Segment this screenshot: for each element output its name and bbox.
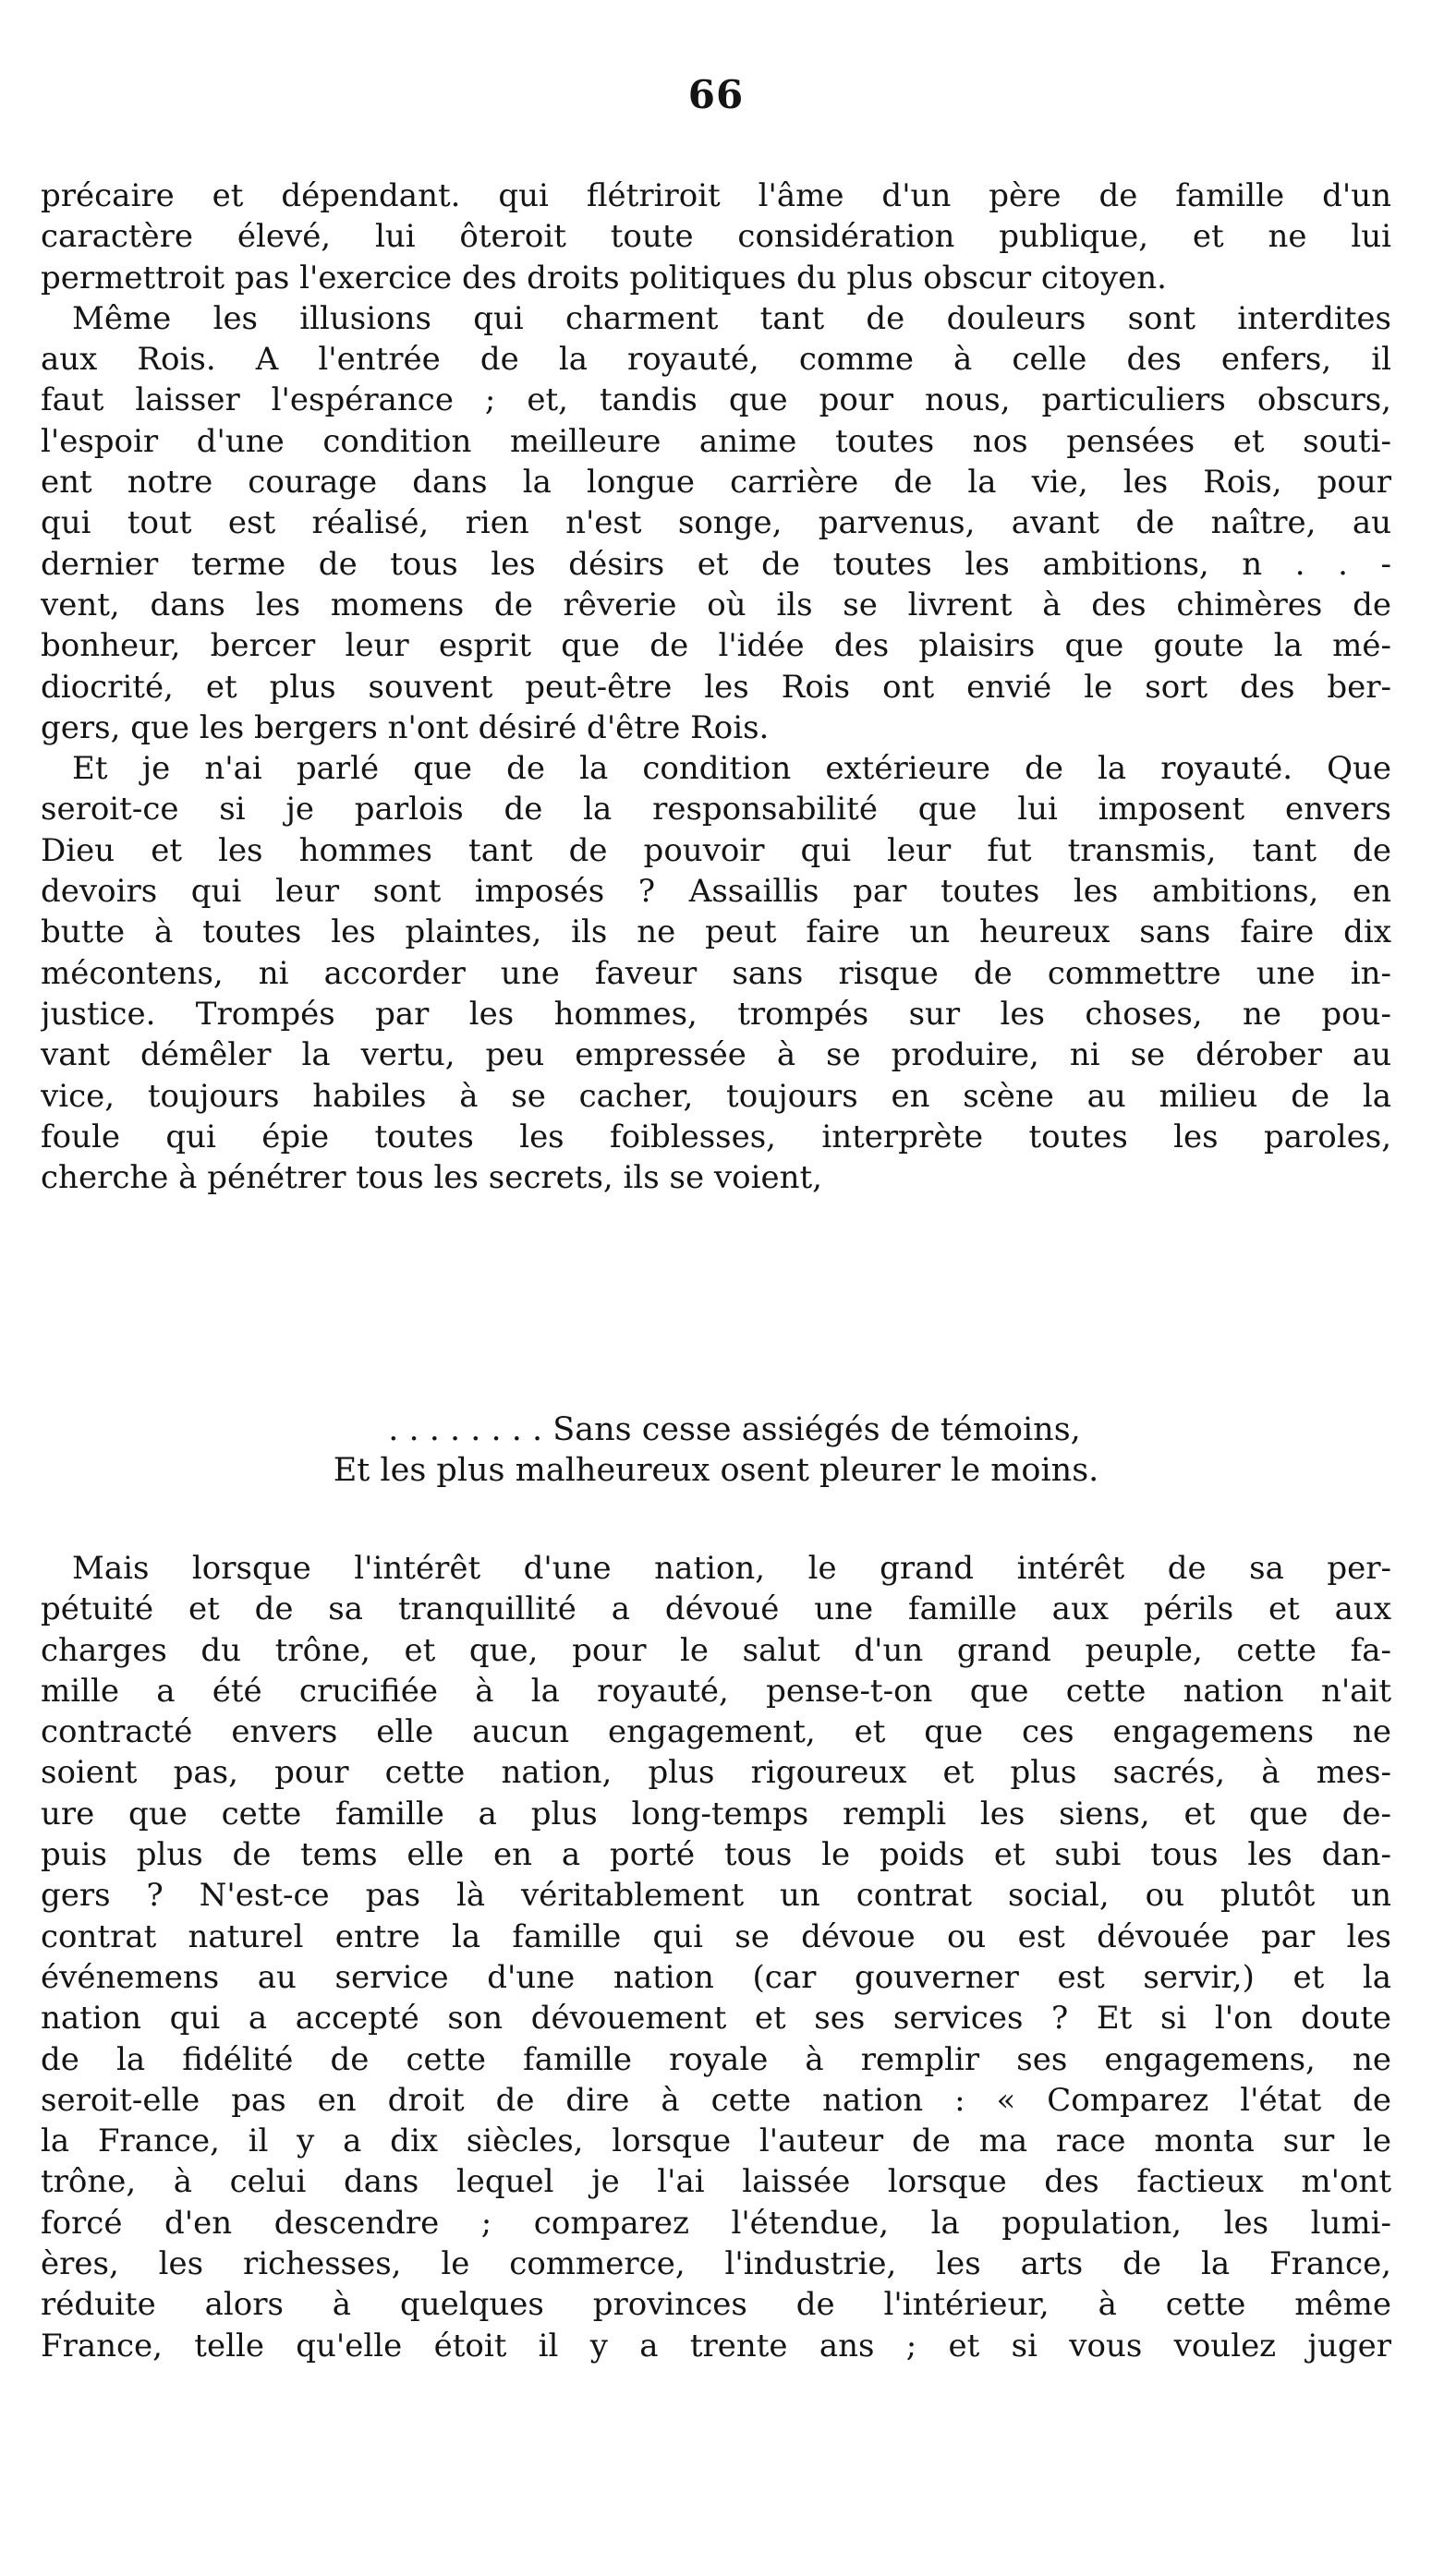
text-line: foule qui épie toutes les foiblesses, interprète toutes les paroles, [41,1118,1391,1155]
text-line: ères, les richesses, le commerce, l'industrie, les arts de la France, [41,2245,1391,2283]
text-line: seroit-ce si je parlois de la responsabilité que lui imposent envers [41,791,1391,828]
text-line: bonheur, bercer leur esprit que de l'idée des plaisirs que goute la mé- [41,627,1391,665]
text-line: vice, toujours habiles à se cacher, toujours en scène au milieu de la [41,1077,1391,1115]
text-line: diocrité, et plus souvent peut-être les Rois ont envié le sort des ber- [41,668,1391,706]
text-line: réduite alors à quelques provinces de l'intérieur, à cette même [41,2286,1391,2324]
text-line: France, telle qu'elle étoit il y a trente ans ; et si vous voulez juger [41,2327,1391,2364]
text-line: butte à toutes les plaintes, ils ne peut faire un heureux sans faire dix [41,913,1391,951]
page-number: 66 [687,72,745,117]
paragraph-2 [41,298,1391,748]
text-line: précaire et dépendant. qui flétriroit l'âme d'un père de famille d'un [41,177,1391,214]
text-line: pétuité et de sa tranquillité a dévoué une famille aux périls et aux [41,1590,1391,1628]
text-line: Mais lorsque l'intérêt d'une nation, le grand intérêt de sa per- [72,1550,1391,1587]
text-line: ent notre courage dans la longue carrière de la vie, les Rois, pour [41,464,1391,502]
text-line: faut laisser l'espérance ; et, tandis que pour nous, particuliers obscurs, [41,381,1391,419]
text-line: aux Rois. A l'entrée de la royauté, comme à celle des enfers, il [41,341,1391,379]
text-line: nation qui a accepté son dévouement et ses services ? Et si l'on doute [41,2000,1391,2038]
text-line: trône, à celui dans lequel je l'ai laissée lorsque des factieux m'ont [41,2163,1391,2201]
text-line: événemens au service d'une nation (car gouverner est servir,) et la [41,1958,1391,1996]
text-line: gers, que les bergers n'ont désiré d'être Rois. [41,708,770,746]
text-line: de la fidélité de cette famille royale à remplir ses engagemens, ne [41,2040,1391,2078]
text-line: la France, il y a dix siècles, lorsque l'auteur de ma race monta sur le [41,2122,1391,2160]
text-line: mécontens, ni accorder une faveur sans risque de commettre une in- [41,954,1391,992]
paragraph-4 [41,1548,1391,2366]
text-line: dernier terme de tous les désirs et de toutes les ambitions, n . . - [41,545,1391,583]
text-line: soient pas, pour cette nation, plus rigoureux et plus sacrés, à mes- [41,1754,1391,1792]
text-line: forcé d'en descendre ; comparez l'étendue, la population, les lumi- [41,2204,1391,2242]
verse-line: Et les plus malheureux osent pleurer le moins. [333,1452,1099,1490]
text-line: Et je n'ai parlé que de la condition extérieure de la royauté. Que [72,750,1391,788]
text-line: vent, dans les momens de rêverie où ils se livrent à des chimères de [41,586,1391,623]
text-line: l'espoir d'une condition meilleure anime toutes nos pensées et souti- [41,422,1391,460]
text-line: contrat naturel entre la famille qui se dévoue ou est dévouée par les [41,1917,1391,1955]
text-line: ure que cette famille a plus long-temps rempli les siens, et que de- [41,1795,1391,1832]
text-line: permettroit pas l'exercice des droits politiques du plus obscur citoyen. [41,259,1167,296]
text-line: Dieu et les hommes tant de pouvoir qui leur fut transmis, tant de [41,831,1391,869]
text-line: Même les illusions qui charment tant de douleurs sont interdites [72,299,1391,337]
text-line: seroit-elle pas en droit de dire à cette nation : « Comparez l'état de [41,2081,1391,2119]
paragraph-3 [41,748,1391,1198]
text-line: charges du trône, et que, pour le salut d'un grand peuple, cette fa- [41,1631,1391,1669]
text-line: justice. Trompés par les hommes, trompés sur les choses, ne pou- [41,995,1391,1033]
text-line: contracté envers elle aucun engagement, et que ces engagemens ne [41,1713,1391,1751]
text-line: cherche à pénétrer tous les secrets, ils se voient, [41,1159,822,1197]
text-line: vant démêler la vertu, peu empressée à se produire, ni se dérober au [41,1036,1391,1074]
text-line: qui tout est réalisé, rien n'est songe, parvenus, avant de naître, au [41,504,1391,542]
verse-line: . . . . . . . . Sans cesse assiégés de témoins, [388,1411,1081,1448]
text-line: puis plus de tems elle en a porté tous le poids et subi tous les dan- [41,1836,1391,1874]
text-block-top [41,175,1391,1198]
text-line: mille a été crucifiée à la royauté, pense-t-on que cette nation n'ait [41,1672,1391,1710]
paragraph-1 [41,175,1391,298]
text-line: devoirs qui leur sont imposés ? Assaillis par toutes les ambitions, en [41,873,1391,911]
text-line: caractère élevé, lui ôteroit toute considération publique, et ne lui [41,218,1391,256]
text-line: gers ? N'est-ce pas là véritablement un contrat social, ou plutôt un [41,1877,1391,1915]
verse-quotation [41,1409,1391,1492]
